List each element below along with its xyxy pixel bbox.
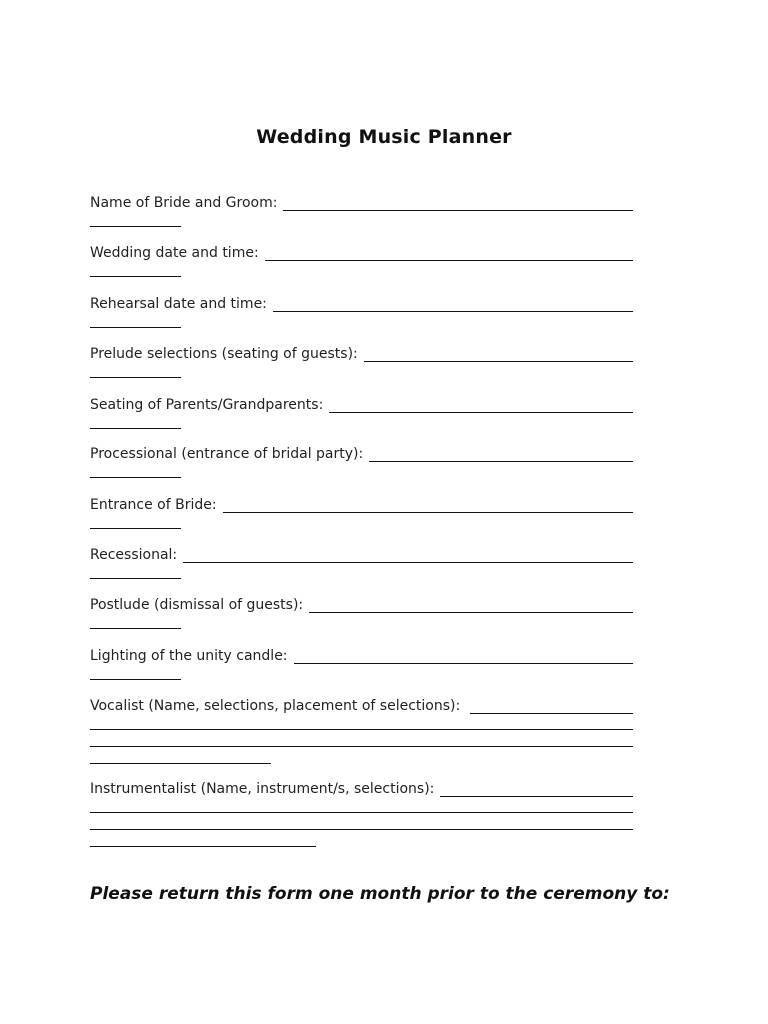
blank-line[interactable] [90,812,633,813]
field-label: Wedding date and time: [90,245,259,261]
field-postlude [90,596,633,629]
field-label: Processional (entrance of bridal party): [90,446,364,462]
blank-line[interactable] [369,450,633,462]
field-processional [90,445,633,478]
field-instrumentalist [90,780,633,847]
field-label: Instrumentalist (Name, instrument/s, selections): [90,781,435,797]
field-entrance-bride [90,496,633,529]
field-recessional [90,546,633,579]
blank-line[interactable] [90,578,181,579]
blank-line[interactable] [90,377,181,378]
blank-line[interactable] [90,829,633,830]
field-rehearsal-date [90,295,633,328]
blank-line[interactable] [183,551,633,563]
blank-line[interactable] [90,628,181,629]
blank-line[interactable] [90,226,181,227]
field-label: Name of Bride and Groom: [90,195,278,211]
field-label: Rehearsal date and time: [90,296,267,312]
field-label: Seating of Parents/Grandparents: [90,397,324,413]
page-title: Wedding Music Planner [256,126,512,148]
field-label: Postlude (dismissal of guests): [90,597,304,613]
blank-line[interactable] [90,428,181,429]
field-label: Prelude selections (seating of guests): [90,346,358,362]
field-vocalist [90,697,633,764]
blank-line[interactable] [273,300,633,312]
blank-line[interactable] [283,199,633,211]
field-prelude [90,345,633,378]
field-label: Recessional: [90,547,178,563]
blank-line[interactable] [90,528,181,529]
field-label: Entrance of Bride: [90,497,217,513]
blank-line[interactable] [90,477,181,478]
field-unity-candle [90,647,633,680]
field-wedding-date [90,244,633,277]
field-label: Vocalist (Name, selections, placement of selections): [90,698,461,714]
blank-line[interactable] [90,276,181,277]
blank-line[interactable] [223,501,633,513]
blank-line[interactable] [90,746,633,747]
blank-line[interactable] [90,729,633,730]
blank-line[interactable] [90,327,181,328]
blank-line[interactable] [294,652,633,664]
field-label: Lighting of the unity candle: [90,648,288,664]
blank-line[interactable] [364,350,633,362]
closing-instruction: Please return this form one month prior to the ceremony to: [90,884,670,904]
blank-line[interactable] [470,702,633,714]
blank-line[interactable] [329,401,633,413]
blank-line[interactable] [90,763,271,764]
blank-line[interactable] [309,601,633,613]
blank-line[interactable] [265,249,633,261]
blank-line[interactable] [90,846,316,847]
field-bride-groom [90,194,633,227]
field-seating-parents [90,396,633,429]
blank-line[interactable] [440,785,633,797]
blank-line[interactable] [90,679,181,680]
